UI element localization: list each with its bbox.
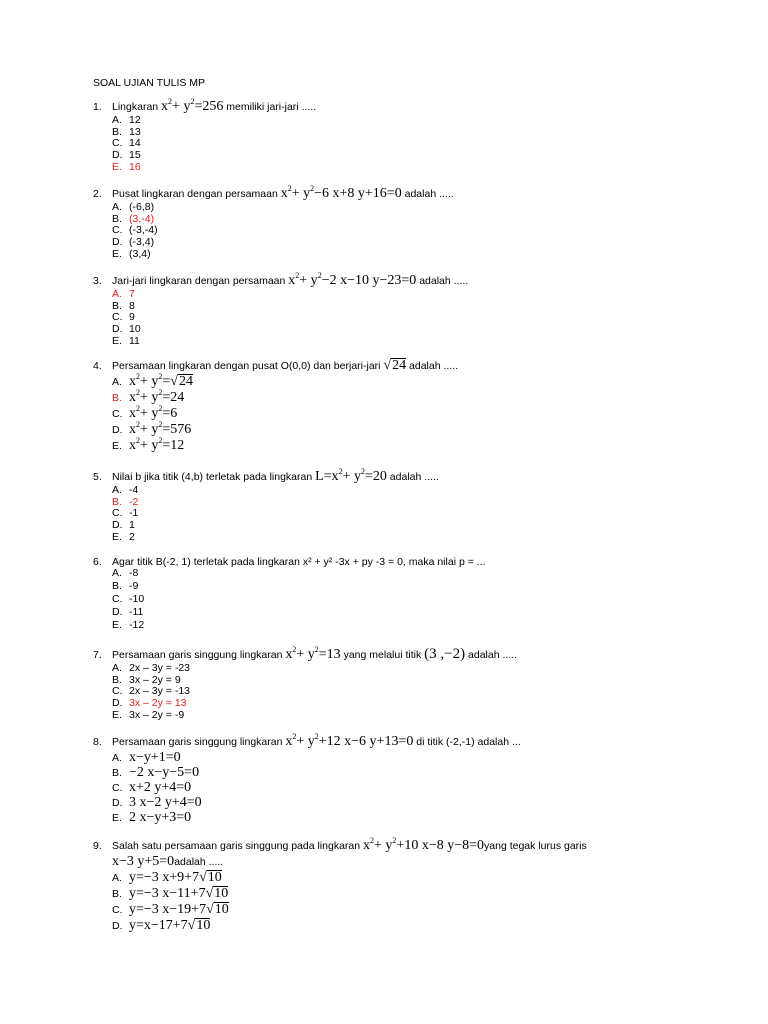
point: (3 ,−2) [424,646,466,662]
options-list [112,663,733,721]
option-d[interactable]: D. 3x – 2y = 13 [112,697,187,710]
question-number: 8. [93,736,102,748]
option-b[interactable]: B. -2 [112,495,139,508]
options-list [112,202,733,260]
question-number: 3. [93,275,102,287]
question-number: 1. [93,101,102,113]
option-e[interactable]: E. $x^2+ y^2=12$ [112,436,185,453]
question-5 [93,469,733,543]
option-d[interactable]: D. 1 [112,519,135,532]
question-number: 9. [93,840,102,852]
option-a[interactable]: A. -8 [112,567,139,579]
question-text: Pusat lingkaran dengan persamaan $x^2+ y^2-6$ x+8 y+16=0 adalah ..... [112,184,454,201]
equation: $x^2+ y^2=13$ [285,645,341,662]
question-number: 7. [93,649,102,661]
option-c[interactable]: C. -1 [112,507,139,520]
question-3 [93,273,733,347]
options-list [112,750,733,825]
option-b[interactable]: B. $x^2+ y^2=24$ [112,388,185,405]
option-c[interactable]: C. x+2 y+4=0 [112,780,192,795]
option-e[interactable]: E. 11 [112,334,140,347]
equation: $x^2+ y^2+10$ x−8 y−8=0 [363,836,485,853]
question-6 [93,556,733,633]
option-c[interactable]: C. $x^2+ y^2=6$ [112,404,178,421]
document-title: SOAL UJIAN TULIS MP [93,77,206,89]
options-list [112,374,733,454]
equation: √24 [383,358,407,373]
option-a[interactable]: A. 2x – 3y = -23 [112,662,190,674]
option-c[interactable]: C. y=−3 x−19+7√10 [112,902,229,917]
option-c[interactable]: C. 14 [112,137,141,150]
options-list [112,289,733,347]
option-d[interactable]: D. y=x−17+7√10 [112,918,211,933]
option-e[interactable]: E. -12 [112,619,145,631]
option-a[interactable]: A. x−y+1=0 [112,750,181,765]
option-c[interactable]: C. (-3,-4) [112,224,158,237]
question-text: Nilai b jika titik (4,b) terletak pada lingkaran $L=x^2+ y^2=20$ adalah ..... [112,467,439,484]
equation-line: x−3 y+5=0 [112,854,175,869]
option-a[interactable]: A. 12 [112,114,141,126]
option-d[interactable]: D. 10 [112,323,141,336]
question-number: 4. [93,360,102,372]
option-c[interactable]: C. 2x – 3y = -13 [112,685,190,698]
question-number: 2. [93,188,102,200]
question-8 [93,734,733,825]
option-b[interactable]: B. −2 x−y−5=0 [112,765,200,780]
option-b[interactable]: B. (3,-4) [112,212,155,225]
option-b[interactable]: B. y=−3 x−11+7√10 [112,886,229,901]
question-text: Agar titik B(-2, 1) terletak pada lingkaran x² + y² -3x + py -3 = 0, maka nilai p = ... [112,556,486,568]
option-c[interactable]: C. 9 [112,311,135,324]
options-list [112,568,733,633]
equation: $x^2+ y^2=256$ [161,97,224,114]
question-7 [93,646,733,721]
question-text: Lingkaran $x^2+ y^2=256$ memiliki jari-jari ..... [112,97,317,114]
question-text: Persamaan garis singgung lingkaran $x^2+ y^2+12$ x−6 y+13=0 di titik (-2,-1) adalah ... [112,732,521,749]
option-a[interactable]: A. 7 [112,288,135,300]
question-text: Persamaan garis singgung lingkaran $x^2+ y^2=13$ yang melalui titik (3 ,−2) adalah ..... [112,645,518,662]
equation: $L=x^2+ y^2=20$ [315,467,387,484]
question-number: 5. [93,471,102,483]
equation: $x^2+ y^2-6$ x+8 y+16=0 [280,184,402,201]
option-d[interactable]: D. -11 [112,606,144,618]
question-text: Jari-jari lingkaran dengan persamaan $x^2+ y^2-2$ x−10 y−23=0 adalah ..... [112,271,469,288]
question-text: Persamaan lingkaran dengan pusat O(0,0) dan berjari-jari √24 adalah ..... [112,358,459,373]
option-b[interactable]: B. 3x – 2y = 9 [112,673,181,686]
equation: $x^2+ y^2+12$ x−6 y+13=0 [285,732,414,749]
options-list [112,870,733,934]
option-b[interactable]: B. 13 [112,125,141,138]
option-a[interactable]: A. -4 [112,484,139,496]
question-number: 6. [93,556,102,568]
equation: $x^2+ y^2-2$ x−10 y−23=0 [288,271,417,288]
option-b[interactable]: B. -9 [112,580,139,592]
option-e[interactable]: E. 3x – 2y = -9 [112,708,185,721]
option-c[interactable]: C. -10 [112,593,145,605]
option-b[interactable]: B. 8 [112,299,135,312]
option-a[interactable]: A. $x^2+ y^2=√24$ [112,372,193,389]
option-d[interactable]: D. 15 [112,149,141,162]
option-e[interactable]: E. (3,4) [112,247,151,260]
option-d[interactable]: D. $x^2+ y^2=576$ [112,420,192,437]
question-text: Salah satu persamaan garis singgung pada lingkaran $x^2+ y^2+10$ x−8 y−8=0yang tegak lurus garis [112,836,587,853]
option-e[interactable]: E. 2 [112,530,135,543]
question-2 [93,186,733,260]
option-e[interactable]: E. 16 [112,160,141,173]
question-9: 9. Salah satu persamaan garis singgung pada lingkaran $x^2+ y^2+10$ x−8 y−8=0yang tegak lurus garis x−3 y+5=0 adalah ..... A. y=−3 x+9+7√10 B. y=−3 x−11+7√10 C. y=−3 x−19+7√10 D. y=x−17+7√10 [93,838,733,934]
options-list [112,485,733,543]
question-1 [93,99,733,173]
options-list [112,115,733,173]
option-e[interactable]: E. 2 x−y+3=0 [112,810,192,825]
option-d[interactable]: D. (-3,4) [112,236,155,249]
option-a[interactable]: A. y=−3 x+9+7√10 [112,870,222,885]
option-a[interactable]: A. (-6,8) [112,201,155,213]
question-4 [93,358,733,454]
option-d[interactable]: D. 3 x−2 y+4=0 [112,795,202,810]
